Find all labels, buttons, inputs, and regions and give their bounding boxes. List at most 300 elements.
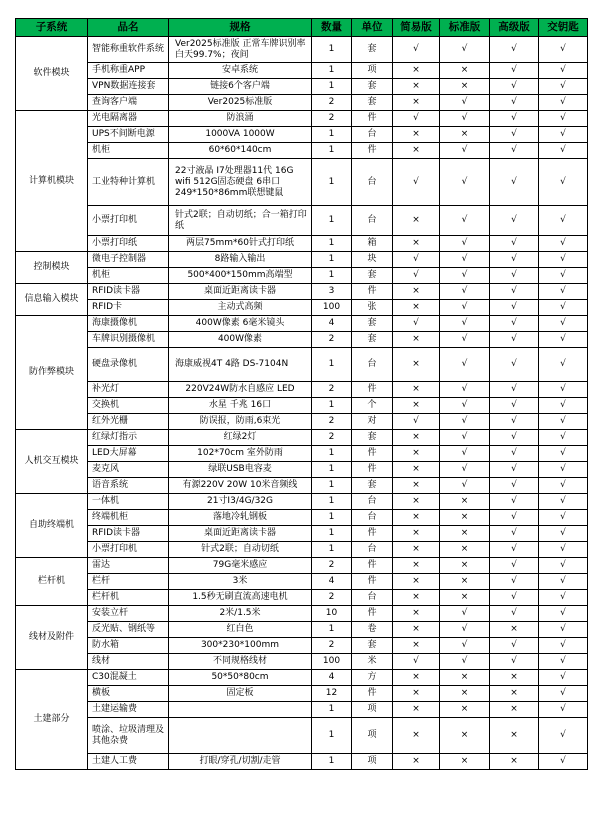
quantity-cell: 12	[312, 686, 352, 702]
turnkey-cell: √	[539, 159, 588, 206]
spec-cell: 3米	[169, 574, 312, 590]
advanced-version-cell: √	[490, 446, 539, 462]
spec-cell: 链接6个客户端	[169, 79, 312, 95]
spec-cell	[169, 702, 312, 718]
advanced-version-cell: √	[490, 63, 539, 79]
unit-cell: 件	[352, 526, 393, 542]
advanced-version-cell: ×	[490, 702, 539, 718]
unit-cell: 件	[352, 111, 393, 127]
basic-version-cell: √	[393, 37, 440, 63]
unit-cell: 件	[352, 558, 393, 574]
table-row	[16, 686, 588, 702]
spec-cell: 300*230*100mm	[169, 638, 312, 654]
standard-version-cell: ×	[440, 494, 490, 510]
table-row	[16, 316, 588, 332]
item-name-cell: 机柜	[88, 143, 169, 159]
table-row	[16, 111, 588, 127]
turnkey-cell: √	[539, 268, 588, 284]
spec-cell: 102*70cm 室外防雨	[169, 446, 312, 462]
unit-cell: 件	[352, 382, 393, 398]
unit-cell: 项	[352, 718, 393, 754]
standard-version-cell: √	[440, 316, 490, 332]
item-name-cell: 麦克风	[88, 462, 169, 478]
advanced-version-cell: √	[490, 606, 539, 622]
basic-version-cell: √	[393, 316, 440, 332]
table-row	[16, 332, 588, 348]
standard-version-cell: √	[440, 654, 490, 670]
turnkey-cell: √	[539, 670, 588, 686]
advanced-version-cell: √	[490, 398, 539, 414]
unit-cell: 台	[352, 494, 393, 510]
spec-cell: 400W像素 6毫米镜头	[169, 316, 312, 332]
table-row	[16, 37, 588, 63]
table-row	[16, 478, 588, 494]
quantity-cell: 2	[312, 590, 352, 606]
table-row	[16, 702, 588, 718]
turnkey-cell: √	[539, 526, 588, 542]
spec-cell: 防浪涌	[169, 111, 312, 127]
unit-cell: 张	[352, 300, 393, 316]
header-standard: 标准版	[440, 19, 490, 37]
header-quantity: 数量	[312, 19, 352, 37]
quantity-cell: 1	[312, 127, 352, 143]
basic-version-cell: ×	[393, 382, 440, 398]
basic-version-cell: √	[393, 159, 440, 206]
spec-cell: 海康威视4T 4路 DS-7104N	[169, 348, 312, 382]
subsystem-cell: 控制模块	[16, 252, 88, 284]
basic-version-cell: ×	[393, 143, 440, 159]
quantity-cell: 1	[312, 143, 352, 159]
spec-cell: 安卓系统	[169, 63, 312, 79]
basic-version-cell: ×	[393, 494, 440, 510]
standard-version-cell: √	[440, 284, 490, 300]
subsystem-cell: 信息输入模块	[16, 284, 88, 316]
table-row	[16, 348, 588, 382]
item-name-cell: 语音系统	[88, 478, 169, 494]
table-row	[16, 414, 588, 430]
advanced-version-cell: √	[490, 206, 539, 236]
table-row	[16, 446, 588, 462]
advanced-version-cell: √	[490, 638, 539, 654]
unit-cell: 套	[352, 268, 393, 284]
basic-version-cell: ×	[393, 702, 440, 718]
item-name-cell: 智能称重软件系统	[88, 37, 169, 63]
turnkey-cell: √	[539, 206, 588, 236]
standard-version-cell: ×	[440, 558, 490, 574]
turnkey-cell: √	[539, 542, 588, 558]
subsystem-cell: 线材及附件	[16, 606, 88, 670]
standard-version-cell: ×	[440, 63, 490, 79]
item-name-cell: 微电子控制器	[88, 252, 169, 268]
table-row	[16, 398, 588, 414]
item-name-cell: 土建运输费	[88, 702, 169, 718]
spec-cell: 8路输入输出	[169, 252, 312, 268]
turnkey-cell: √	[539, 414, 588, 430]
advanced-version-cell: √	[490, 494, 539, 510]
spec-cell: 主动式高频	[169, 300, 312, 316]
advanced-version-cell: √	[490, 414, 539, 430]
item-name-cell: 反光贴、钢纸等	[88, 622, 169, 638]
spec-cell: 22寸液晶 I7处理器11代 16G wifi 512G固态硬盘 6串口 249*150*86mm联想键鼠	[169, 159, 312, 206]
standard-version-cell: ×	[440, 702, 490, 718]
basic-version-cell: ×	[393, 127, 440, 143]
spec-cell: 2米/1.5米	[169, 606, 312, 622]
spec-cell: 水星 千兆 16口	[169, 398, 312, 414]
item-name-cell: 小票打印机	[88, 542, 169, 558]
item-name-cell: 安装立杆	[88, 606, 169, 622]
standard-version-cell: √	[440, 236, 490, 252]
quantity-cell: 1	[312, 37, 352, 63]
subsystem-cell: 防作弊模块	[16, 316, 88, 430]
standard-version-cell: √	[440, 462, 490, 478]
turnkey-cell: √	[539, 654, 588, 670]
table-row	[16, 143, 588, 159]
turnkey-cell: √	[539, 284, 588, 300]
turnkey-cell: √	[539, 478, 588, 494]
unit-cell: 台	[352, 542, 393, 558]
quantity-cell: 4	[312, 316, 352, 332]
item-name-cell: LED大屏幕	[88, 446, 169, 462]
table-row	[16, 127, 588, 143]
item-name-cell: 交换机	[88, 398, 169, 414]
standard-version-cell: ×	[440, 670, 490, 686]
quantity-cell: 1	[312, 526, 352, 542]
spec-cell: 红绿2灯	[169, 430, 312, 446]
table-row	[16, 95, 588, 111]
table-row	[16, 754, 588, 770]
item-name-cell: 土建人工费	[88, 754, 169, 770]
standard-version-cell: √	[440, 430, 490, 446]
standard-version-cell: ×	[440, 718, 490, 754]
standard-version-cell: ×	[440, 127, 490, 143]
quantity-cell: 100	[312, 654, 352, 670]
unit-cell: 件	[352, 446, 393, 462]
basic-version-cell: ×	[393, 622, 440, 638]
quantity-cell: 10	[312, 606, 352, 622]
item-name-cell: 小票打印机	[88, 206, 169, 236]
standard-version-cell: √	[440, 382, 490, 398]
standard-version-cell: ×	[440, 510, 490, 526]
unit-cell: 台	[352, 348, 393, 382]
quantity-cell: 1	[312, 622, 352, 638]
unit-cell: 件	[352, 284, 393, 300]
table-row	[16, 236, 588, 252]
basic-version-cell: ×	[393, 670, 440, 686]
item-name-cell: UPS不间断电源	[88, 127, 169, 143]
spec-cell: 固定板	[169, 686, 312, 702]
table-row	[16, 558, 588, 574]
standard-version-cell: ×	[440, 79, 490, 95]
table-row	[16, 79, 588, 95]
spec-cell: 针式2联；自动切纸；合一箱打印纸	[169, 206, 312, 236]
turnkey-cell: √	[539, 127, 588, 143]
unit-cell: 项	[352, 63, 393, 79]
spec-cell: 不同规格线材	[169, 654, 312, 670]
item-name-cell: 车牌识别摄像机	[88, 332, 169, 348]
basic-version-cell: ×	[393, 542, 440, 558]
standard-version-cell: √	[440, 446, 490, 462]
spec-cell: 50*50*80cm	[169, 670, 312, 686]
item-name-cell: 补光灯	[88, 382, 169, 398]
item-name-cell: 红外光栅	[88, 414, 169, 430]
table-row	[16, 494, 588, 510]
item-name-cell: 手机称重APP	[88, 63, 169, 79]
item-name-cell: 防水箱	[88, 638, 169, 654]
unit-cell: 套	[352, 37, 393, 63]
unit-cell: 台	[352, 206, 393, 236]
unit-cell: 块	[352, 252, 393, 268]
advanced-version-cell: √	[490, 316, 539, 332]
basic-version-cell: ×	[393, 95, 440, 111]
advanced-version-cell: √	[490, 348, 539, 382]
quantity-cell: 1	[312, 348, 352, 382]
table-row	[16, 606, 588, 622]
standard-version-cell: √	[440, 268, 490, 284]
table-row	[16, 300, 588, 316]
turnkey-cell: √	[539, 236, 588, 252]
unit-cell: 个	[352, 398, 393, 414]
item-name-cell: C30混凝土	[88, 670, 169, 686]
unit-cell: 件	[352, 606, 393, 622]
standard-version-cell: √	[440, 252, 490, 268]
turnkey-cell: √	[539, 111, 588, 127]
table-row	[16, 382, 588, 398]
header-unit: 单位	[352, 19, 393, 37]
table-row	[16, 159, 588, 206]
table-row	[16, 718, 588, 754]
advanced-version-cell: ×	[490, 754, 539, 770]
header-subsystem: 子系统	[16, 19, 88, 37]
item-name-cell: 海康摄像机	[88, 316, 169, 332]
unit-cell: 台	[352, 590, 393, 606]
turnkey-cell: √	[539, 300, 588, 316]
turnkey-cell: √	[539, 37, 588, 63]
table-row	[16, 622, 588, 638]
basic-version-cell: ×	[393, 510, 440, 526]
item-name-cell: 光电隔离器	[88, 111, 169, 127]
quantity-cell: 2	[312, 111, 352, 127]
unit-cell: 件	[352, 686, 393, 702]
spec-cell: Ver2025标准版	[169, 95, 312, 111]
quantity-cell: 2	[312, 382, 352, 398]
turnkey-cell: √	[539, 95, 588, 111]
unit-cell: 方	[352, 670, 393, 686]
unit-cell: 件	[352, 143, 393, 159]
standard-version-cell: √	[440, 143, 490, 159]
turnkey-cell: √	[539, 702, 588, 718]
basic-version-cell: ×	[393, 446, 440, 462]
subsystem-cell: 计算机模块	[16, 111, 88, 252]
quantity-cell: 1	[312, 252, 352, 268]
quantity-cell: 2	[312, 95, 352, 111]
standard-version-cell: ×	[440, 590, 490, 606]
subsystem-cell: 土建部分	[16, 670, 88, 770]
basic-version-cell: √	[393, 111, 440, 127]
unit-cell: 米	[352, 654, 393, 670]
standard-version-cell: √	[440, 159, 490, 206]
table-body	[16, 37, 588, 770]
spec-cell: Ver2025标准版 正常车牌识别率白天99.7%；夜间	[169, 37, 312, 63]
turnkey-cell: √	[539, 348, 588, 382]
basic-version-cell: ×	[393, 236, 440, 252]
basic-version-cell: ×	[393, 574, 440, 590]
spec-cell: 400W像素	[169, 332, 312, 348]
standard-version-cell: √	[440, 111, 490, 127]
turnkey-cell: √	[539, 606, 588, 622]
header-turnkey: 交钥匙	[539, 19, 588, 37]
basic-version-cell: ×	[393, 300, 440, 316]
spec-cell: 落地冷轧钢板	[169, 510, 312, 526]
advanced-version-cell: √	[490, 526, 539, 542]
advanced-version-cell: √	[490, 79, 539, 95]
turnkey-cell: √	[539, 686, 588, 702]
table-row	[16, 268, 588, 284]
basic-version-cell: ×	[393, 478, 440, 494]
advanced-version-cell: √	[490, 574, 539, 590]
unit-cell: 套	[352, 95, 393, 111]
standard-version-cell: √	[440, 332, 490, 348]
header-basic: 简易版	[393, 19, 440, 37]
header-advanced: 高级版	[490, 19, 539, 37]
standard-version-cell: √	[440, 206, 490, 236]
unit-cell: 台	[352, 159, 393, 206]
spec-cell: 打眼/穿孔/切割/走管	[169, 754, 312, 770]
basic-version-cell: ×	[393, 79, 440, 95]
quantity-cell: 1	[312, 236, 352, 252]
basic-version-cell: ×	[393, 332, 440, 348]
table-row	[16, 252, 588, 268]
table-row	[16, 63, 588, 79]
spec-cell: 220V24W防水自感应 LED	[169, 382, 312, 398]
basic-version-cell: ×	[393, 348, 440, 382]
spec-cell: 1000VA 1000W	[169, 127, 312, 143]
turnkey-cell: √	[539, 622, 588, 638]
basic-version-cell: √	[393, 414, 440, 430]
header-item-name: 品名	[88, 19, 169, 37]
standard-version-cell: ×	[440, 574, 490, 590]
spec-cell: 两层75mm*60针式打印纸	[169, 236, 312, 252]
standard-version-cell: √	[440, 414, 490, 430]
spec-cell: 绿联USB电容麦	[169, 462, 312, 478]
unit-cell: 件	[352, 574, 393, 590]
item-name-cell: 红绿灯指示	[88, 430, 169, 446]
turnkey-cell: √	[539, 316, 588, 332]
item-name-cell: 小票打印纸	[88, 236, 169, 252]
standard-version-cell: ×	[440, 754, 490, 770]
table-row	[16, 526, 588, 542]
advanced-version-cell: √	[490, 37, 539, 63]
quantity-cell: 1	[312, 754, 352, 770]
item-name-cell: 喷涂、垃圾清理及其他杂费	[88, 718, 169, 754]
basic-version-cell: √	[393, 252, 440, 268]
item-name-cell: RFID读卡器	[88, 526, 169, 542]
unit-cell: 套	[352, 478, 393, 494]
quote-sheet	[15, 18, 588, 770]
advanced-version-cell: √	[490, 236, 539, 252]
spec-cell: 桌面近距离读卡器	[169, 284, 312, 300]
advanced-version-cell: √	[490, 332, 539, 348]
turnkey-cell: √	[539, 430, 588, 446]
advanced-version-cell: √	[490, 127, 539, 143]
item-name-cell: 栏杆	[88, 574, 169, 590]
quantity-cell: 1	[312, 478, 352, 494]
advanced-version-cell: √	[490, 542, 539, 558]
item-name-cell: 工业特种计算机	[88, 159, 169, 206]
quantity-cell: 1	[312, 494, 352, 510]
quantity-cell: 1	[312, 446, 352, 462]
item-name-cell: RFID卡	[88, 300, 169, 316]
table-row	[16, 638, 588, 654]
item-name-cell: 栏杆机	[88, 590, 169, 606]
subsystem-cell: 栏杆机	[16, 558, 88, 606]
basic-version-cell: ×	[393, 606, 440, 622]
item-name-cell: RFID读卡器	[88, 284, 169, 300]
standard-version-cell: √	[440, 37, 490, 63]
standard-version-cell: √	[440, 638, 490, 654]
basic-version-cell: ×	[393, 638, 440, 654]
unit-cell: 套	[352, 316, 393, 332]
standard-version-cell: √	[440, 606, 490, 622]
turnkey-cell: √	[539, 446, 588, 462]
advanced-version-cell: √	[490, 510, 539, 526]
table-row	[16, 670, 588, 686]
advanced-version-cell: √	[490, 590, 539, 606]
turnkey-cell: √	[539, 63, 588, 79]
standard-version-cell: √	[440, 622, 490, 638]
advanced-version-cell: ×	[490, 670, 539, 686]
unit-cell: 套	[352, 638, 393, 654]
table-row	[16, 510, 588, 526]
turnkey-cell: √	[539, 718, 588, 754]
advanced-version-cell: √	[490, 95, 539, 111]
turnkey-cell: √	[539, 638, 588, 654]
advanced-version-cell: √	[490, 654, 539, 670]
basic-version-cell: ×	[393, 284, 440, 300]
advanced-version-cell: ×	[490, 686, 539, 702]
quantity-cell: 3	[312, 284, 352, 300]
basic-version-cell: ×	[393, 206, 440, 236]
advanced-version-cell: ×	[490, 622, 539, 638]
advanced-version-cell: √	[490, 300, 539, 316]
item-name-cell: 硬盘录像机	[88, 348, 169, 382]
quantity-cell: 2	[312, 558, 352, 574]
basic-version-cell: ×	[393, 430, 440, 446]
unit-cell: 项	[352, 754, 393, 770]
quantity-cell: 4	[312, 574, 352, 590]
basic-version-cell: ×	[393, 462, 440, 478]
quantity-cell: 2	[312, 414, 352, 430]
unit-cell: 项	[352, 702, 393, 718]
quantity-cell: 2	[312, 430, 352, 446]
standard-version-cell: √	[440, 398, 490, 414]
basic-version-cell: ×	[393, 558, 440, 574]
quantity-cell: 4	[312, 670, 352, 686]
advanced-version-cell: √	[490, 430, 539, 446]
unit-cell: 套	[352, 79, 393, 95]
quantity-cell: 100	[312, 300, 352, 316]
quantity-cell: 1	[312, 462, 352, 478]
turnkey-cell: √	[539, 494, 588, 510]
advanced-version-cell: √	[490, 478, 539, 494]
standard-version-cell: ×	[440, 542, 490, 558]
quantity-cell: 1	[312, 510, 352, 526]
table-row	[16, 284, 588, 300]
spec-cell: 桌面近距离读卡器	[169, 526, 312, 542]
quantity-cell: 1	[312, 398, 352, 414]
quantity-cell: 1	[312, 206, 352, 236]
spec-cell	[169, 718, 312, 754]
advanced-version-cell: √	[490, 159, 539, 206]
